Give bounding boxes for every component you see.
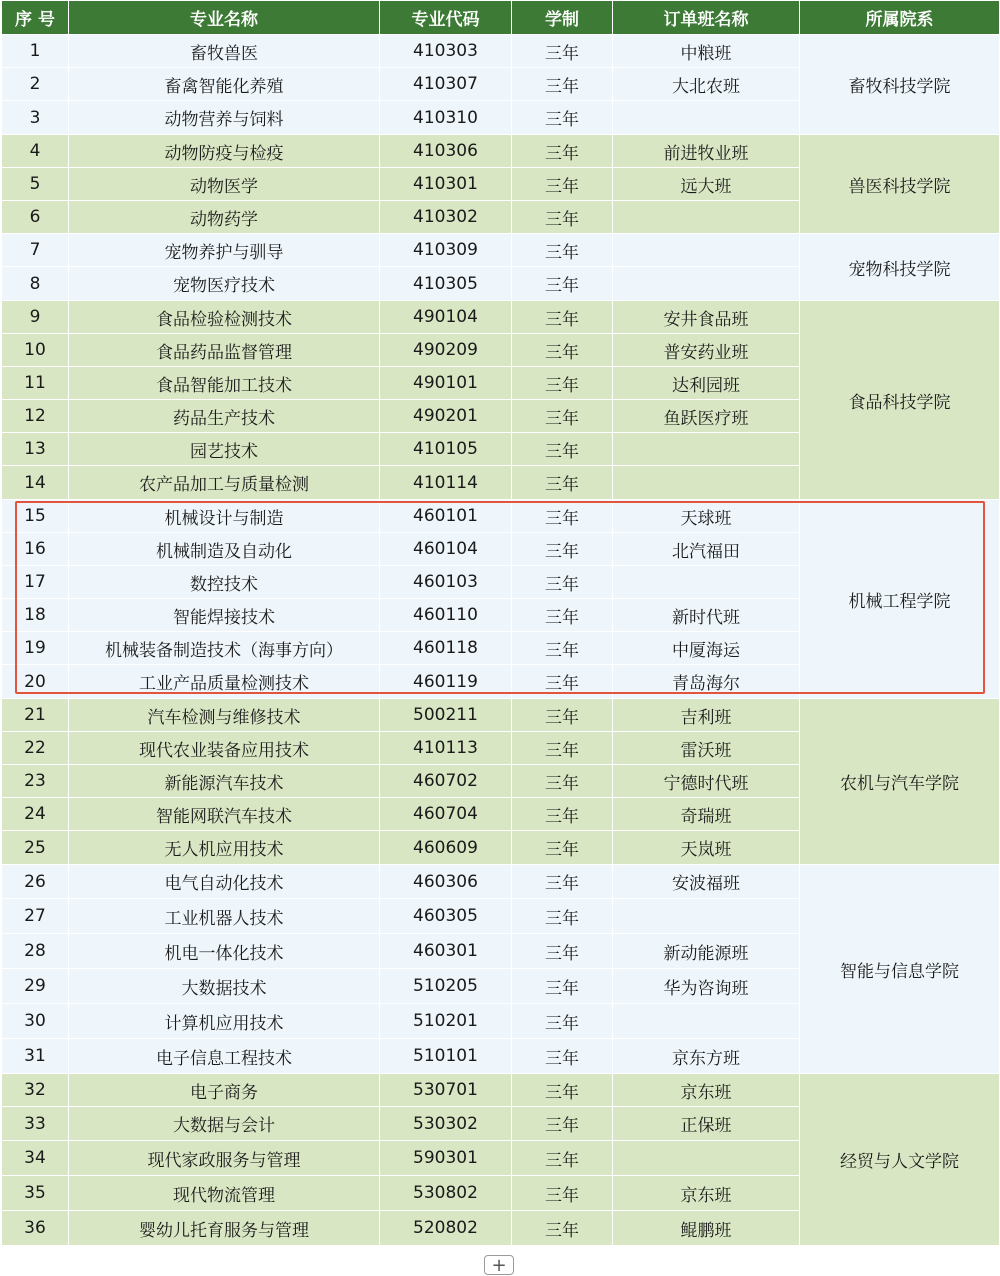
cell-index: 14 [2,466,69,500]
cell-major-name: 电气自动化技术 [69,865,380,899]
cell-major-code: 460104 [380,533,512,566]
cell-major-name: 宠物医疗技术 [69,267,380,301]
cell-major-code: 410303 [380,35,512,68]
cell-department: 食品科技学院 [800,301,1000,500]
majors-table [1,0,1000,1246]
cell-duration: 三年 [512,1141,613,1176]
cell-major-name: 动物防疫与检疫 [69,135,380,168]
cell-duration: 三年 [512,135,613,168]
cell-duration: 三年 [512,201,613,234]
cell-duration: 三年 [512,632,613,665]
cell-index: 22 [2,732,69,765]
cell-order-class [613,234,800,267]
cell-order-class [613,899,800,934]
cell-order-class [613,433,800,466]
cell-major-name: 机械设计与制造 [69,500,380,533]
cell-index: 12 [2,400,69,433]
cell-index: 25 [2,831,69,865]
cell-major-code: 410305 [380,267,512,301]
cell-major-code: 460609 [380,831,512,865]
cell-major-code: 510201 [380,1004,512,1039]
cell-order-class [613,1141,800,1176]
cell-duration: 三年 [512,533,613,566]
table-row [2,500,1000,533]
cell-major-code: 460118 [380,632,512,665]
header-row [2,1,1000,35]
cell-order-class: 远大班 [613,168,800,201]
cell-order-class: 普安药业班 [613,334,800,367]
cell-major-code: 460306 [380,865,512,899]
cell-major-name: 食品药品监督管理 [69,334,380,367]
cell-duration: 三年 [512,400,613,433]
table-row [2,865,1000,899]
cell-major-code: 460119 [380,665,512,699]
cell-index: 21 [2,699,69,732]
cell-major-code: 460702 [380,765,512,798]
cell-major-name: 智能网联汽车技术 [69,798,380,831]
cell-major-code: 510101 [380,1039,512,1074]
cell-order-class: 华为咨询班 [613,969,800,1004]
cell-duration: 三年 [512,334,613,367]
cell-major-code: 490104 [380,301,512,334]
cell-major-name: 现代物流管理 [69,1176,380,1211]
cell-major-name: 动物医学 [69,168,380,201]
cell-index: 16 [2,533,69,566]
header-index: 序 号 [2,1,69,35]
cell-index: 27 [2,899,69,934]
cell-department: 智能与信息学院 [800,865,1000,1074]
cell-order-class: 北汽福田 [613,533,800,566]
cell-major-code: 590301 [380,1141,512,1176]
cell-order-class: 达利园班 [613,367,800,400]
cell-index: 20 [2,665,69,699]
cell-duration: 三年 [512,732,613,765]
cell-order-class [613,1004,800,1039]
cell-index: 26 [2,865,69,899]
cell-order-class [613,566,800,599]
cell-index: 18 [2,599,69,632]
cell-major-name: 无人机应用技术 [69,831,380,865]
cell-duration: 三年 [512,969,613,1004]
cell-major-code: 490101 [380,367,512,400]
cell-index: 29 [2,969,69,1004]
cell-major-name: 工业产品质量检测技术 [69,665,380,699]
cell-duration: 三年 [512,1211,613,1246]
cell-order-class: 大北农班 [613,68,800,101]
cell-index: 1 [2,35,69,68]
cell-major-name: 智能焊接技术 [69,599,380,632]
cell-duration: 三年 [512,234,613,267]
cell-major-name: 畜禽智能化养殖 [69,68,380,101]
cell-order-class [613,267,800,301]
cell-major-name: 新能源汽车技术 [69,765,380,798]
cell-major-name: 动物药学 [69,201,380,234]
cell-order-class: 天球班 [613,500,800,533]
cell-major-code: 410309 [380,234,512,267]
cell-index: 3 [2,101,69,135]
cell-duration: 三年 [512,367,613,400]
cell-major-code: 460101 [380,500,512,533]
cell-order-class: 新时代班 [613,599,800,632]
cell-major-name: 婴幼儿托育服务与管理 [69,1211,380,1246]
cell-duration: 三年 [512,1004,613,1039]
cell-duration: 三年 [512,665,613,699]
cell-duration: 三年 [512,35,613,68]
cell-order-class [613,466,800,500]
table-row [2,135,1000,168]
cell-index: 9 [2,301,69,334]
cell-major-name: 食品智能加工技术 [69,367,380,400]
cell-major-code: 500211 [380,699,512,732]
cell-duration: 三年 [512,831,613,865]
cell-department: 宠物科技学院 [800,234,1000,301]
cell-index: 24 [2,798,69,831]
cell-index: 19 [2,632,69,665]
cell-major-name: 汽车检测与维修技术 [69,699,380,732]
cell-index: 36 [2,1211,69,1246]
cell-major-code: 490201 [380,400,512,433]
cell-index: 32 [2,1074,69,1107]
cell-duration: 三年 [512,68,613,101]
cell-index: 34 [2,1141,69,1176]
cell-major-name: 现代农业装备应用技术 [69,732,380,765]
cell-order-class: 天岚班 [613,831,800,865]
cell-duration: 三年 [512,865,613,899]
cell-order-class [613,101,800,135]
cell-major-code: 410105 [380,433,512,466]
cell-index: 11 [2,367,69,400]
cell-duration: 三年 [512,566,613,599]
cell-order-class: 宁德时代班 [613,765,800,798]
cell-index: 17 [2,566,69,599]
cell-index: 33 [2,1107,69,1141]
table-row [2,1074,1000,1107]
cell-major-name: 园艺技术 [69,433,380,466]
cell-major-code: 460103 [380,566,512,599]
cell-major-name: 食品检验检测技术 [69,301,380,334]
cell-major-code: 410302 [380,201,512,234]
cell-index: 10 [2,334,69,367]
cell-order-class: 京东方班 [613,1039,800,1074]
cell-major-name: 计算机应用技术 [69,1004,380,1039]
cell-duration: 三年 [512,1039,613,1074]
cell-major-code: 410113 [380,732,512,765]
add-sheet-button[interactable]: + [484,1255,514,1275]
header-major-name: 专业名称 [69,1,380,35]
cell-order-class: 雷沃班 [613,732,800,765]
cell-index: 7 [2,234,69,267]
cell-major-name: 大数据技术 [69,969,380,1004]
cell-department: 畜牧科技学院 [800,35,1000,135]
cell-major-name: 药品生产技术 [69,400,380,433]
cell-major-name: 机械装备制造技术（海事方向） [69,632,380,665]
cell-duration: 三年 [512,798,613,831]
header-duration: 学制 [512,1,613,35]
cell-order-class: 京东班 [613,1176,800,1211]
cell-index: 8 [2,267,69,301]
cell-duration: 三年 [512,899,613,934]
cell-duration: 三年 [512,267,613,301]
cell-index: 13 [2,433,69,466]
cell-major-code: 460110 [380,599,512,632]
cell-index: 2 [2,68,69,101]
cell-department: 兽医科技学院 [800,135,1000,234]
cell-major-code: 490209 [380,334,512,367]
cell-duration: 三年 [512,301,613,334]
cell-major-name: 农产品加工与质量检测 [69,466,380,500]
cell-order-class: 青岛海尔 [613,665,800,699]
cell-major-name: 现代家政服务与管理 [69,1141,380,1176]
cell-major-name: 畜牧兽医 [69,35,380,68]
cell-index: 4 [2,135,69,168]
cell-index: 28 [2,934,69,969]
cell-duration: 三年 [512,466,613,500]
cell-index: 35 [2,1176,69,1211]
cell-major-name: 电子信息工程技术 [69,1039,380,1074]
table-row [2,234,1000,267]
cell-major-code: 410306 [380,135,512,168]
cell-major-name: 机械制造及自动化 [69,533,380,566]
cell-department: 机械工程学院 [800,500,1000,699]
cell-index: 15 [2,500,69,533]
cell-duration: 三年 [512,1107,613,1141]
cell-order-class: 鱼跃医疗班 [613,400,800,433]
cell-duration: 三年 [512,934,613,969]
cell-order-class: 前进牧业班 [613,135,800,168]
cell-duration: 三年 [512,168,613,201]
cell-order-class: 中厦海运 [613,632,800,665]
header-major-code: 专业代码 [380,1,512,35]
cell-duration: 三年 [512,765,613,798]
cell-major-code: 530302 [380,1107,512,1141]
cell-department: 农机与汽车学院 [800,699,1000,865]
cell-major-name: 数控技术 [69,566,380,599]
cell-index: 23 [2,765,69,798]
header-department: 所属院系 [800,1,1000,35]
cell-duration: 三年 [512,699,613,732]
cell-order-class: 安波福班 [613,865,800,899]
cell-major-name: 电子商务 [69,1074,380,1107]
header-order-class: 订单班名称 [613,1,800,35]
cell-duration: 三年 [512,433,613,466]
cell-major-name: 工业机器人技术 [69,899,380,934]
table-row [2,301,1000,334]
cell-duration: 三年 [512,599,613,632]
cell-major-code: 460704 [380,798,512,831]
cell-major-code: 460301 [380,934,512,969]
cell-order-class: 奇瑞班 [613,798,800,831]
cell-major-code: 410310 [380,101,512,135]
table-row [2,699,1000,732]
cell-major-code: 410114 [380,466,512,500]
cell-major-name: 机电一体化技术 [69,934,380,969]
cell-duration: 三年 [512,1176,613,1211]
cell-major-code: 510205 [380,969,512,1004]
cell-major-name: 宠物养护与驯导 [69,234,380,267]
cell-order-class: 正保班 [613,1107,800,1141]
cell-order-class: 中粮班 [613,35,800,68]
cell-order-class: 新动能源班 [613,934,800,969]
cell-department: 经贸与人文学院 [800,1074,1000,1246]
cell-order-class: 吉利班 [613,699,800,732]
cell-major-code: 520802 [380,1211,512,1246]
cell-major-code: 530802 [380,1176,512,1211]
cell-duration: 三年 [512,500,613,533]
cell-index: 31 [2,1039,69,1074]
cell-order-class: 鲲鹏班 [613,1211,800,1246]
cell-index: 5 [2,168,69,201]
cell-major-code: 460305 [380,899,512,934]
cell-major-code: 530701 [380,1074,512,1107]
cell-major-code: 410307 [380,68,512,101]
cell-duration: 三年 [512,1074,613,1107]
cell-index: 6 [2,201,69,234]
cell-major-code: 410301 [380,168,512,201]
cell-duration: 三年 [512,101,613,135]
cell-order-class: 安井食品班 [613,301,800,334]
table-row [2,35,1000,68]
cell-order-class [613,201,800,234]
cell-index: 30 [2,1004,69,1039]
cell-major-name: 大数据与会计 [69,1107,380,1141]
cell-order-class: 京东班 [613,1074,800,1107]
cell-major-name: 动物营养与饲料 [69,101,380,135]
